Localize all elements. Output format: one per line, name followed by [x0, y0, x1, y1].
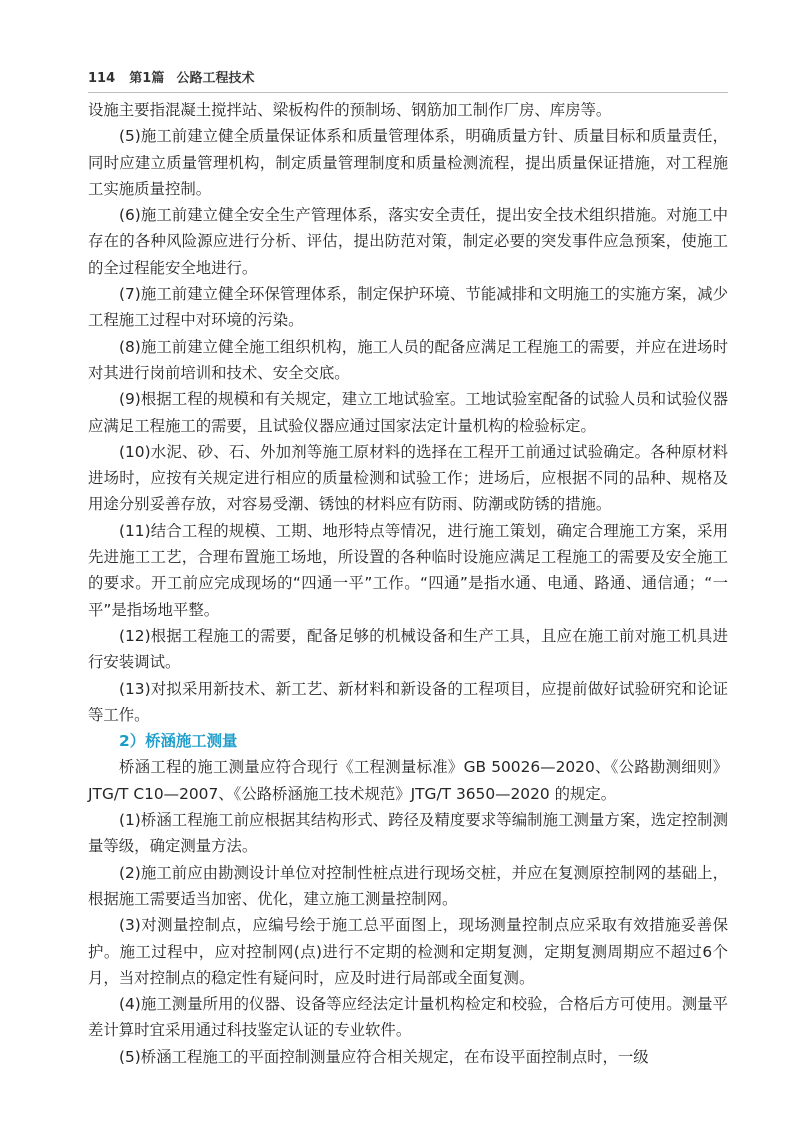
paragraph-continuation: 设施主要指混凝土搅拌站、梁板构件的预制场、钢筋加工制作厂房、库房等。	[88, 101, 612, 119]
section-heading: 2）桥涵施工测量	[119, 732, 238, 751]
paragraph-item-10: (10)水泥、砂、石、外加剂等施工原材料的选择在工程开工前通过试验确定。各种原材料进场时，应按有关规定进行相应的质量检测和试验工作；进场后，应根据不同的品种、规格及用途分别妥善存放，对容易受潮、锈蚀的材料应有防雨、防潮或防锈的措施。	[88, 442, 728, 514]
chapter-label: 第1篇	[129, 71, 165, 86]
page-header	[88, 68, 728, 90]
paragraph-item-7: (7)施工前建立健全环保管理体系，制定保护环境、节能减排和文明施工的实施方案，减少工程施工过程中对环境的污染。	[88, 285, 728, 330]
section-title: 公路工程技术	[176, 71, 255, 86]
page-body	[88, 97, 728, 1070]
paragraph-survey-item-1: (1)桥涵工程施工前应根据其结构形式、跨径及精度要求等编制施工测量方案，选定控制测量等级，确定测量方法。	[88, 811, 728, 856]
paragraph-item-9: (9)根据工程的规模和有关规定，建立工地试验室。工地试验室配备的试验人员和试验仪器应满足工程施工的需要，且试验仪器应通过国家法定计量机构的检验标定。	[88, 390, 728, 435]
paragraph-item-8: (8)施工前建立健全施工组织机构，施工人员的配备应满足工程施工的需要，并应在进场时对其进行岗前培训和技术、安全交底。	[88, 337, 728, 382]
paragraph-item-6: (6)施工前建立健全安全生产管理体系，落实安全责任，提出安全技术组织措施。对施工中存在的各种风险源应进行分析、评估，提出防范对策，制定必要的突发事件应急预案，使施工的全过程能安全地进行。	[88, 206, 728, 277]
paragraph-survey-item-5: (5)桥涵工程施工的平面控制测量应符合相关规定，在布设平面控制点时，一级	[119, 1047, 649, 1066]
paragraph-survey-item-2: (2)施工前应由勘测设计单位对控制性桩点进行现场交桩，并应在复测原控制网的基础上，根据施工需要适当加密、优化，建立施工测量控制网。	[88, 863, 728, 908]
paragraph-survey-item-3: (3)对测量控制点，应编号绘于施工总平面图上，现场测量控制点应采取有效措施妥善保护。施工过程中，应对控制网(点)进行不定期的检测和定期复测，定期复测周期应不超过6个月，当对控制点的稳定性有疑问时，应及时进行局部或全面复测。	[88, 916, 728, 987]
paragraph-item-13: (13)对拟采用新技术、新工艺、新材料和新设备的工程项目，应提前做好试验研究和论证等工作。	[88, 679, 728, 724]
header-divider	[88, 92, 728, 93]
page-number: 114	[88, 71, 116, 86]
paragraph-item-11: (11)结合工程的规模、工期、地形特点等情况，进行施工策划，确定合理施工方案，采用先进施工工艺，合理布置施工场地，所设置的各种临时设施应满足工程施工的需要及安全施工的要求。开工前应完成现场的“四通一平”工作。“四通”是指水通、电通、路通、通信通；“一平”是指场地平整。	[88, 521, 728, 619]
paragraph-survey-item-4: (4)施工测量所用的仪器、设备等应经法定计量机构检定和校验，合格后方可使用。测量平差计算时宜采用通过科技鉴定认证的专业软件。	[88, 995, 728, 1040]
paragraph-item-5: (5)施工前建立健全质量保证体系和质量管理体系，明确质量方针、质量目标和质量责任，同时应建立质量管理机构，制定质量管理制度和质量检测流程，提出质量保证措施，对工程施工实施质量控制。	[88, 127, 728, 198]
paragraph-intro: 桥涵工程的施工测量应符合现行《工程测量标准》GB 50026—2020、《公路勘测细则》JTG/T C10—2007、《公路桥涵施工技术规范》JTG/T 3650—2020 的规定。	[88, 758, 728, 803]
paragraph-item-12: (12)根据工程施工的需要，配备足够的机械设备和生产工具，且应在施工前对施工机具进行安装调试。	[88, 626, 728, 672]
